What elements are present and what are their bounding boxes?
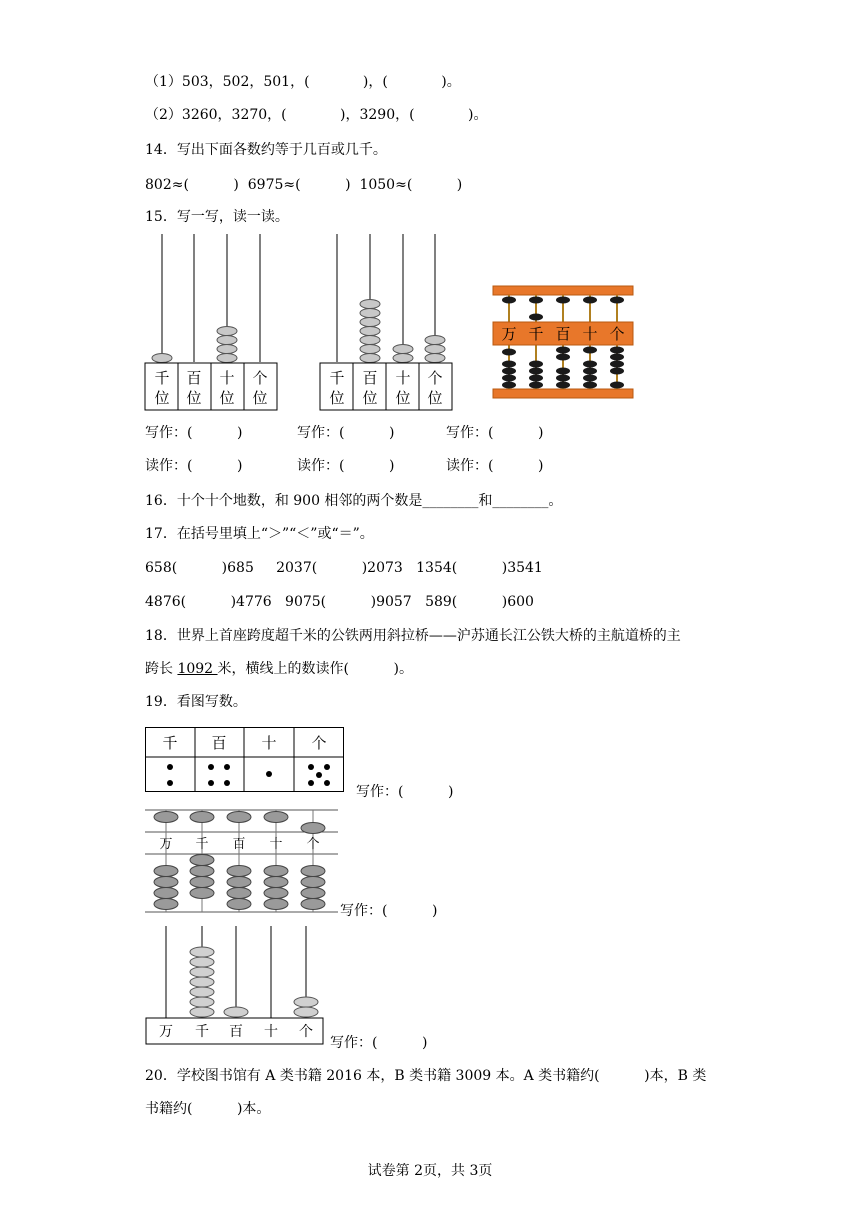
q15-read-2: 读作：( ) <box>297 458 395 474</box>
svg-text:十: 十 <box>395 369 411 387</box>
svg-text:万: 万 <box>159 1024 173 1040</box>
svg-text:千: 千 <box>195 837 209 852</box>
q14-line: 802≈( ) 6975≈( ) 1050≈( ) <box>145 177 463 193</box>
svg-text:千: 千 <box>195 1024 209 1040</box>
bead <box>393 345 413 354</box>
q20-line2: 书籍约( )本。 <box>145 1101 271 1117</box>
bead <box>217 345 237 354</box>
bead <box>217 327 237 336</box>
bead <box>360 309 380 318</box>
q18-line1: 18．世界上首座跨度超千米的公铁两用斜拉桥——沪苏通长江公铁大桥的主航道桥的主 <box>145 628 681 644</box>
abacus-label: 百 <box>186 369 202 387</box>
svg-text:百: 百 <box>229 1024 243 1040</box>
svg-text:个: 个 <box>299 1024 313 1040</box>
q14-title: 14．写出下面各数约等于几百或几千。 <box>145 142 387 158</box>
q16-line: 16．十个十个地数，和 900 相邻的两个数是________和________。 <box>145 493 563 509</box>
q13-line1: （1）503，502，501，( )，( )。 <box>145 74 461 90</box>
svg-text:十: 十 <box>582 325 598 343</box>
q15-write-2: 写作：( ) <box>297 425 395 441</box>
q20-line1: 20．学校图书馆有 A 类书籍 2016 本，B 类书籍 3009 本。A 类书籍约( )本，B 类 <box>145 1068 707 1084</box>
svg-text:百: 百 <box>362 369 378 387</box>
svg-text:位: 位 <box>427 389 443 407</box>
q19-write-1: 写作：( ) <box>356 784 454 800</box>
svg-text:百: 百 <box>232 837 246 852</box>
abacus-label: 十 <box>219 369 235 387</box>
q18-line2: 跨长 1092 米，横线上的数读作( )。 <box>145 661 413 677</box>
svg-text:位: 位 <box>219 389 235 407</box>
bead <box>152 354 172 363</box>
q17-title: 17．在括号里填上“＞”“＜”或“＝”。 <box>145 526 374 542</box>
abacus-label: 千 <box>154 369 170 387</box>
bead <box>425 345 445 354</box>
q17-line2: 4876( )4776 9075( )9057 589( )600 <box>145 594 534 610</box>
svg-text:万: 万 <box>501 325 517 343</box>
svg-text:位: 位 <box>362 389 378 407</box>
bead <box>393 354 413 363</box>
svg-text:位: 位 <box>395 389 411 407</box>
svg-text:百: 百 <box>211 734 227 752</box>
q19-dot-table <box>145 727 345 793</box>
bead <box>217 354 237 363</box>
bead <box>425 354 445 363</box>
q19-title: 19．看图写数。 <box>145 694 247 710</box>
q15-abacus-1 <box>145 234 280 414</box>
bead <box>425 336 445 345</box>
bead <box>360 336 380 345</box>
q17-line1: 658( )685 2037( )2073 1354( )3541 <box>145 560 543 576</box>
abacus-label: 个 <box>252 369 268 387</box>
bead <box>360 300 380 309</box>
rods <box>162 234 260 362</box>
svg-text:位: 位 <box>252 389 268 407</box>
q13-line2: （2）3260，3270，( )，3290，( )。 <box>145 107 488 123</box>
svg-text:位: 位 <box>329 389 345 407</box>
svg-text:位: 位 <box>154 389 170 407</box>
q19-write-2: 写作：( ) <box>340 903 438 919</box>
svg-text:个: 个 <box>427 369 443 387</box>
bead <box>217 336 237 345</box>
svg-text:个: 个 <box>306 837 320 852</box>
svg-text:千: 千 <box>528 325 544 343</box>
q15-abacus-2 <box>320 234 455 414</box>
svg-text:位: 位 <box>186 389 202 407</box>
svg-text:个: 个 <box>609 325 625 343</box>
q15-read-1: 读作：( ) <box>145 458 243 474</box>
bead <box>360 345 380 354</box>
svg-text:万: 万 <box>159 837 173 852</box>
q18-underlined-number: 1092 <box>177 661 218 677</box>
svg-text:百: 百 <box>555 325 571 343</box>
svg-text:千: 千 <box>162 734 178 752</box>
q15-write-1: 写作：( ) <box>145 425 243 441</box>
bead <box>360 327 380 336</box>
svg-text:十: 十 <box>261 734 277 752</box>
bead <box>360 318 380 327</box>
page-footer: 试卷第 2页，共 3页 <box>367 1163 493 1179</box>
q15-abacus-3 <box>493 286 635 398</box>
bead <box>360 354 380 363</box>
svg-text:十: 十 <box>264 1024 278 1040</box>
q19-abacus-2 <box>145 808 340 916</box>
q15-read-3: 读作：( ) <box>446 458 544 474</box>
q15-title: 15．写一写，读一读。 <box>145 209 289 225</box>
q19-abacus-3 <box>145 926 330 1048</box>
svg-text:个: 个 <box>311 734 327 752</box>
q19-write-3: 写作：( ) <box>330 1035 428 1051</box>
svg-text:千: 千 <box>329 369 345 387</box>
svg-text:十: 十 <box>269 837 283 852</box>
q15-write-3: 写作：( ) <box>446 425 544 441</box>
